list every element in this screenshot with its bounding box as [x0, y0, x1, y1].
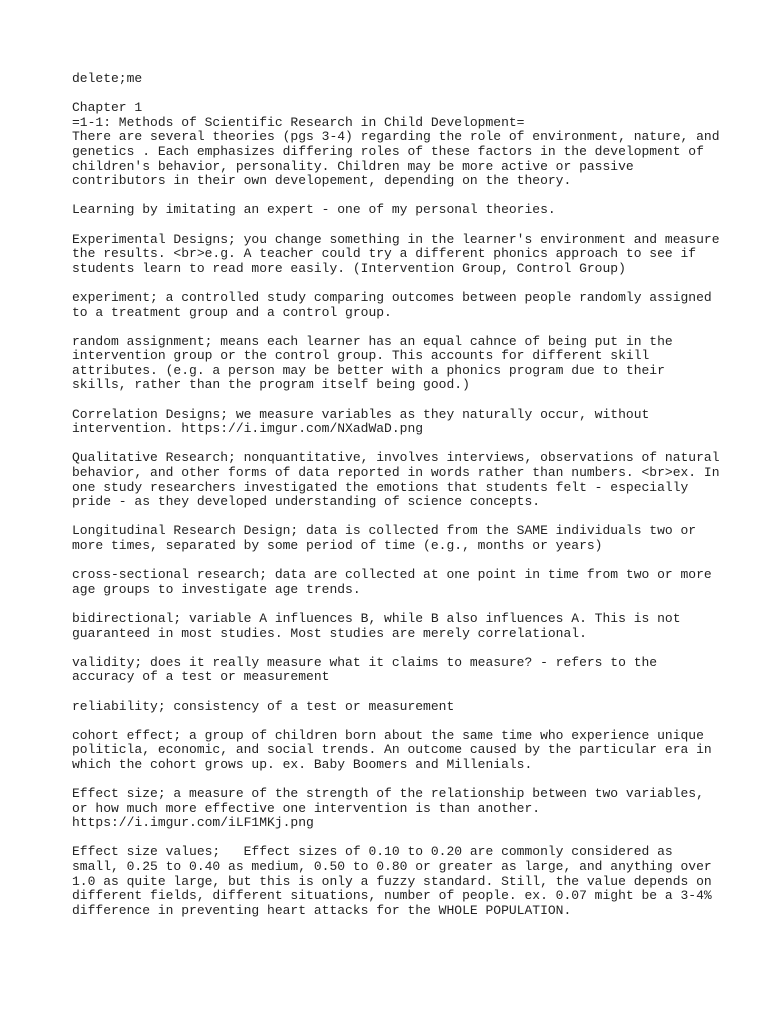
text-line: the results. <br>e.g. A teacher could try a different phonics approach to see if — [72, 246, 697, 262]
text-line: random assignment; means each learner has an equal cahnce of being put in the — [72, 333, 673, 349]
text-line: difference in preventing heart attacks for the WHOLE POPULATION. — [72, 902, 572, 918]
text-line: Longitudinal Research Design; data is collected from the SAME individuals two or — [72, 523, 697, 539]
text-line: one study researchers investigated the emotions that students felt - especially — [72, 479, 689, 495]
text-line: 1.0 as quite large, but this is only a fuzzy standard. Still, the value depends on — [72, 873, 712, 889]
text-paragraph — [72, 231, 720, 277]
text-line: guaranteed in most studies. Most studies are merely correlational. — [72, 625, 587, 641]
text-line: small, 0.25 to 0.40 as medium, 0.50 to 0.80 or greater as large, and anything over — [72, 859, 712, 875]
text-paragraph — [72, 700, 712, 715]
text-line: Learning by imitating an expert - one of my personal theories. — [72, 202, 556, 218]
text-line: intervention. https://i.imgur.com/NXadWaD.png — [72, 421, 424, 437]
text-paragraph — [72, 656, 712, 685]
text-line: delete;me — [72, 71, 143, 86]
text-paragraph — [72, 335, 712, 393]
text-line: https://i.imgur.com/iLF1MKj.png — [72, 815, 314, 831]
text-line: Chapter 1 — [72, 100, 143, 116]
text-line: skills, rather than the program itself being good.) — [72, 377, 470, 393]
text-line: Qualitative Research; nonquantitative, involves interviews, observations of natural — [72, 450, 720, 466]
text-paragraph — [72, 203, 712, 218]
text-line: reliability; consistency of a test or measurement — [72, 698, 455, 714]
text-paragraph — [72, 787, 712, 831]
text-paragraph — [72, 524, 712, 553]
text-paragraph — [72, 450, 720, 510]
text-line: Correlation Designs; we measure variables as they naturally occur, without — [72, 406, 650, 422]
text-line: genetics . Each emphasizes differing roles of these factors in the development of — [72, 143, 704, 159]
text-paragraph — [72, 100, 720, 189]
text-line: to a treatment group and a control group. — [72, 304, 392, 320]
text-line: bidirectional; variable A influences B, while B also influences A. This is not — [72, 610, 681, 626]
text-line: politicla, economic, and social trends. An outcome caused by the particular era in — [72, 742, 712, 758]
text-line: more times, separated by some period of time (e.g., months or years) — [72, 538, 603, 553]
text-line: There are several theories (pgs 3-4) regarding the role of environment, nature, and — [72, 129, 720, 145]
text-paragraph — [72, 408, 712, 437]
text-line: contributors in their own developement, depending on the theory. — [72, 173, 572, 189]
text-paragraph — [72, 568, 712, 597]
text-paragraph — [72, 729, 712, 773]
text-line: pride - as they developed understanding of science concepts. — [72, 494, 541, 510]
text-line: different fields, different situations, number of people. ex. 0.07 might be a 3-4% — [72, 888, 712, 904]
text-paragraph — [72, 291, 712, 320]
text-paragraph — [72, 612, 712, 641]
text-line: experiment; a controlled study comparing outcomes between people randomly assigned — [72, 289, 712, 305]
text-line: validity; does it really measure what it claims to measure? - refers to the — [72, 654, 658, 670]
text-line: intervention group or the control group. This accounts for different skill — [72, 348, 650, 364]
text-line: age groups to investigate age trends. — [72, 581, 361, 597]
document-page — [72, 71, 720, 933]
text-paragraph — [72, 845, 712, 918]
text-line: which the cohort grows up. ex. Baby Boomers and Millenials. — [72, 756, 533, 772]
text-line: Effect size; a measure of the strength of the relationship between two variables, — [72, 786, 704, 802]
text-line: students learn to read more easily. (Intervention Group, Control Group) — [72, 260, 626, 276]
text-line: Experimental Designs; you change something in the learner's environment and measure — [72, 231, 720, 247]
text-line: children's behavior, personality. Children may be more active or passive — [72, 158, 634, 174]
text-paragraph — [72, 72, 712, 87]
text-line: cohort effect; a group of children born about the same time who experience unique — [72, 727, 704, 743]
text-line: attributes. (e.g. a person may be better with a phonics program due to their — [72, 362, 665, 378]
text-line: or how much more effective one intervention is than another. — [72, 800, 541, 816]
text-line: behavior, and other forms of data reported in words rather than numbers. <br>ex. In — [72, 465, 720, 481]
text-line: Effect size values; Effect sizes of 0.10 to 0.20 are commonly considered as — [72, 844, 673, 860]
text-line: cross-sectional research; data are collected at one point in time from two or more — [72, 567, 712, 583]
text-line: accuracy of a test or measurement — [72, 669, 330, 685]
text-line: =1-1: Methods of Scientific Research in Child Development= — [72, 114, 525, 130]
